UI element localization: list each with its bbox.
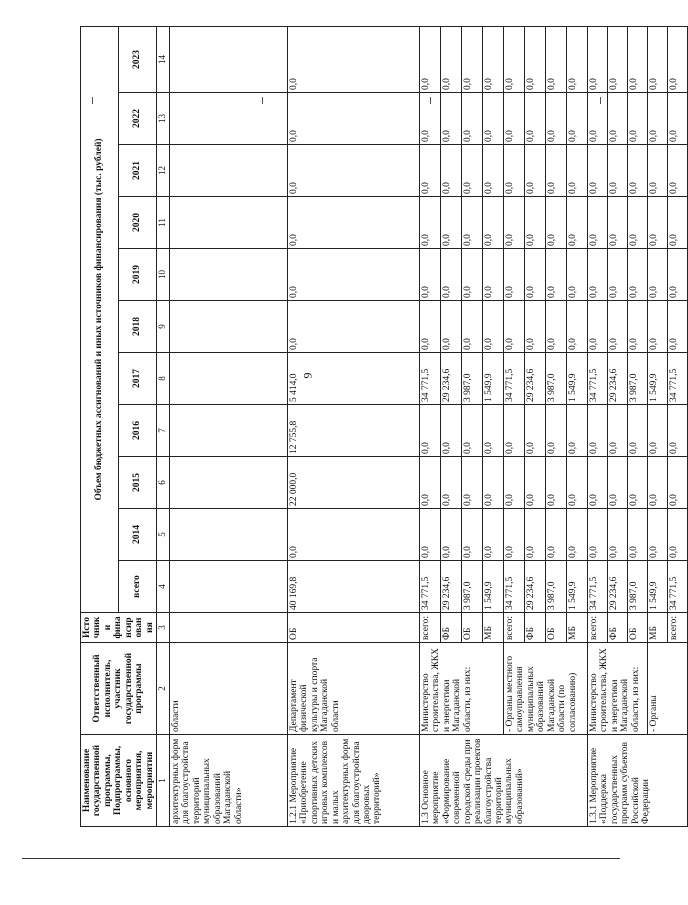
amount-cell: 1 549,9 [566, 353, 587, 405]
amount-cell: 0,0 [287, 26, 419, 92]
source-cell: ФБ [440, 613, 461, 643]
column-number: 8 [157, 353, 170, 405]
amount-cell: 0,0 [287, 93, 419, 145]
amount-cell: 0,0 [545, 26, 566, 92]
program-name-cell: 1.3 Основное мероприятие «Формирование современной городской среды при реализации проектов благоустройства территорий муниципальных образований» [419, 735, 587, 827]
amount-cell: 3 987,0 [461, 353, 482, 405]
amount-cell: 1 549,9 [482, 353, 503, 405]
year-header: 2014 [119, 509, 157, 561]
amount-cell: 0,0 [587, 93, 607, 145]
amount-cell: 0,0 [607, 249, 627, 301]
amount-cell: 3 987,0 [627, 353, 647, 405]
responsible-cell: - Органы [647, 643, 687, 735]
amount-cell: 0,0 [287, 197, 419, 249]
amount-cell: 40 169,8 [287, 561, 419, 613]
amount-cell: 29 234,6 [440, 353, 461, 405]
amount-cell: 0,0 [647, 509, 667, 561]
amount-cell: 0,0 [607, 405, 627, 457]
amount-cell: 0,0 [461, 93, 482, 145]
amount-cell: 0,0 [587, 457, 607, 509]
source-cell: МБ [482, 613, 503, 643]
amount-cell: 0,0 [482, 405, 503, 457]
amount-cell: 29 234,6 [607, 561, 627, 613]
program-name-cell: архитектурных форм для благоустройства территорий муниципальных образований Магаданской области» [169, 735, 287, 827]
amount-cell: 0,0 [566, 457, 587, 509]
program-name-cell: 1.2.1 Мероприятие «Приобретение спортивных детских игровых комплексов и малых архитектурных форм для благоустройства дворовых территорий» [287, 735, 419, 827]
year-header: 2015 [119, 457, 157, 509]
amount-cell: 0,0 [524, 301, 545, 353]
amount-cell: 0,0 [566, 197, 587, 249]
table-row [587, 26, 607, 826]
amount-cell: 0,0 [566, 93, 587, 145]
amount-cell: 0,0 [524, 509, 545, 561]
amount-cell: 0,0 [503, 301, 524, 353]
amount-cell: 3 987,0 [545, 353, 566, 405]
source-cell: всего: [419, 613, 440, 643]
amount-cell: 0,0 [482, 145, 503, 197]
program-name-cell: 1.3.1 Мероприятие «Поддержка государственных программ субъектов Российской Федерации [587, 735, 687, 827]
header-funding: Объем бюджетных ассигнований и иных источников финансирования (тыс. рублей) [81, 26, 119, 612]
amount-cell: 0,0 [647, 301, 667, 353]
amount-cell: 0,0 [647, 145, 667, 197]
table-row [647, 26, 667, 826]
amount-cell: 0,0 [566, 249, 587, 301]
table-row [503, 26, 524, 826]
amount-cell: 0,0 [607, 509, 627, 561]
amount-cell: 0,0 [627, 93, 647, 145]
amount-cell: 0,0 [524, 457, 545, 509]
responsible-cell: - Органы местного самоуправления муниципальных образований Магаданской области (по согласованию) [503, 643, 587, 735]
amount-cell: 0,0 [647, 197, 667, 249]
amount-cell: 3 987,0 [545, 561, 566, 613]
amount-cell: 0,0 [524, 197, 545, 249]
source-cell: ФБ [524, 613, 545, 643]
amount-cell: 0,0 [440, 457, 461, 509]
header-row-1 [81, 26, 119, 826]
amount-cell: 34 771,5 [503, 561, 524, 613]
amount-cell: 0,0 [419, 301, 440, 353]
column-number: 14 [157, 26, 170, 92]
amount-cell: 0,0 [566, 405, 587, 457]
amount-cell: 0,0 [647, 457, 667, 509]
amount-cell: 0,0 [587, 301, 607, 353]
amount-cell: 0,0 [587, 145, 607, 197]
source-cell: МБ [647, 613, 667, 643]
amount-cell: 0,0 [419, 509, 440, 561]
amount-cell: 0,0 [461, 301, 482, 353]
column-number: 6 [157, 457, 170, 509]
column-number: 4 [157, 561, 170, 613]
amount-cell: 0,0 [440, 26, 461, 92]
amount-cell [169, 353, 287, 405]
amount-cell [169, 509, 287, 561]
amount-cell: 29 234,6 [607, 353, 627, 405]
amount-cell: 0,0 [419, 457, 440, 509]
responsible-cell: Министерство строительства, ЖКХ и энергетики Магаданской области, из них: [419, 643, 503, 735]
amount-cell: 0,0 [461, 249, 482, 301]
amount-cell: 0,0 [607, 145, 627, 197]
amount-cell: 0,0 [545, 509, 566, 561]
year-header: 2022 [119, 93, 157, 145]
amount-cell: 0,0 [419, 405, 440, 457]
amount-cell: 5 414,0 [287, 353, 419, 405]
year-header: 2021 [119, 145, 157, 197]
rotated-table-wrapper [80, 27, 679, 827]
amount-cell: 0,0 [503, 405, 524, 457]
amount-cell: 0,0 [482, 26, 503, 92]
source-cell [169, 613, 287, 643]
amount-cell: 0,0 [461, 405, 482, 457]
amount-cell: 0,0 [566, 145, 587, 197]
amount-cell: 0,0 [545, 457, 566, 509]
amount-cell: 0,0 [440, 93, 461, 145]
year-header: 2017 [119, 353, 157, 405]
amount-cell: 0,0 [503, 249, 524, 301]
amount-cell: 0,0 [607, 26, 627, 92]
amount-cell: 0,0 [607, 301, 627, 353]
amount-cell: 0,0 [667, 26, 687, 92]
amount-cell [169, 405, 287, 457]
amount-cell: 0,0 [419, 249, 440, 301]
amount-cell: 3 987,0 [627, 561, 647, 613]
amount-cell: 0,0 [440, 405, 461, 457]
amount-cell: 0,0 [607, 93, 627, 145]
column-number: 13 [157, 93, 170, 145]
amount-cell: 1 549,9 [647, 353, 667, 405]
column-number: 10 [157, 249, 170, 301]
source-cell: ОБ [545, 613, 566, 643]
amount-cell: 0,0 [482, 457, 503, 509]
amount-cell: 0,0 [647, 249, 667, 301]
column-number: 9 [157, 301, 170, 353]
column-number: 1 [157, 735, 170, 827]
amount-cell: 34 771,5 [667, 353, 687, 405]
amount-cell: 0,0 [566, 301, 587, 353]
amount-cell: 0,0 [647, 405, 667, 457]
amount-cell [169, 249, 287, 301]
table-body [169, 26, 687, 826]
amount-cell: 29 234,6 [440, 561, 461, 613]
amount-cell: 0,0 [587, 26, 607, 92]
amount-cell [169, 197, 287, 249]
amount-cell: 0,0 [545, 197, 566, 249]
source-cell: ОБ [461, 613, 482, 643]
amount-cell: 1 549,9 [566, 561, 587, 613]
amount-cell: 0,0 [287, 301, 419, 353]
source-cell: ОБ [287, 613, 419, 643]
amount-cell: 0,0 [627, 301, 647, 353]
source-cell: всего: [667, 613, 687, 643]
column-number: 3 [157, 613, 170, 643]
amount-cell: 0,0 [461, 509, 482, 561]
amount-cell: 0,0 [461, 457, 482, 509]
amount-cell: 0,0 [667, 93, 687, 145]
column-number: 11 [157, 197, 170, 249]
year-header: 2018 [119, 301, 157, 353]
amount-cell: 12 755,8 [287, 405, 419, 457]
amount-cell [169, 561, 287, 613]
responsible-cell: Министерство строительства, ЖКХ и энергетики Магаданской области, из них: [587, 643, 647, 735]
year-header: 2016 [119, 405, 157, 457]
amount-cell: 0,0 [627, 249, 647, 301]
column-number: 7 [157, 405, 170, 457]
amount-cell: 0,0 [287, 249, 419, 301]
amount-cell: 0,0 [419, 93, 440, 145]
amount-cell [169, 145, 287, 197]
amount-cell: 0,0 [667, 249, 687, 301]
column-number: 12 [157, 145, 170, 197]
amount-cell: 0,0 [627, 509, 647, 561]
amount-cell: 0,0 [440, 509, 461, 561]
source-cell: ФБ [607, 613, 627, 643]
amount-cell: 0,0 [503, 26, 524, 92]
amount-cell: 1 549,9 [647, 561, 667, 613]
amount-cell [169, 301, 287, 353]
source-cell: всего: [503, 613, 524, 643]
amount-cell: 34 771,5 [503, 353, 524, 405]
amount-cell: 0,0 [482, 509, 503, 561]
amount-cell: 0,0 [419, 197, 440, 249]
amount-cell: 0,0 [647, 26, 667, 92]
header-source: Источники финансирования [81, 613, 157, 643]
column-number: 5 [157, 509, 170, 561]
amount-cell: 0,0 [482, 197, 503, 249]
amount-cell: 0,0 [503, 93, 524, 145]
amount-cell: 29 234,6 [524, 561, 545, 613]
amount-cell: 0,0 [440, 249, 461, 301]
amount-cell: 0,0 [440, 197, 461, 249]
amount-cell: 0,0 [287, 509, 419, 561]
amount-cell: 0,0 [587, 249, 607, 301]
amount-cell: 0,0 [545, 93, 566, 145]
amount-cell: 0,0 [627, 145, 647, 197]
amount-cell: 0,0 [667, 457, 687, 509]
amount-cell: 0,0 [461, 26, 482, 92]
year-header: 2020 [119, 197, 157, 249]
amount-cell: 0,0 [440, 145, 461, 197]
amount-cell: 34 771,5 [419, 561, 440, 613]
amount-cell: 0,0 [667, 197, 687, 249]
amount-cell: 0,0 [524, 249, 545, 301]
amount-cell: 0,0 [587, 405, 607, 457]
year-header: 2023 [119, 26, 157, 92]
amount-cell: 0,0 [667, 301, 687, 353]
amount-cell: 0,0 [524, 405, 545, 457]
source-cell: ОБ [627, 613, 647, 643]
amount-cell: 0,0 [607, 457, 627, 509]
amount-cell: 0,0 [667, 405, 687, 457]
amount-cell: 0,0 [647, 93, 667, 145]
amount-cell: 34 771,5 [587, 561, 607, 613]
responsible-cell: Департамент физической культуры и спорта Магаданской области [287, 643, 419, 735]
header-name: Наименование государственной программы, Подпрограммы, основного мероприятия, мероприятия [81, 735, 157, 827]
amount-cell [169, 93, 287, 145]
table-row [169, 26, 287, 826]
header-responsible: Ответственный исполнитель, участник государственной программы [81, 643, 157, 735]
amount-cell: 0,0 [419, 145, 440, 197]
amount-cell: 0,0 [503, 457, 524, 509]
amount-cell: 0,0 [482, 301, 503, 353]
page-rule [22, 858, 620, 859]
amount-cell: 0,0 [545, 249, 566, 301]
amount-cell: 0,0 [545, 405, 566, 457]
year-header: 2019 [119, 249, 157, 301]
funding-table [80, 26, 688, 827]
amount-cell: 0,0 [461, 197, 482, 249]
column-number: 2 [157, 643, 170, 735]
responsible-cell: области [169, 643, 287, 735]
amount-cell [169, 457, 287, 509]
amount-cell: 34 771,5 [419, 353, 440, 405]
source-cell: всего: [587, 613, 607, 643]
amount-cell: 0,0 [607, 197, 627, 249]
amount-cell: 0,0 [566, 509, 587, 561]
amount-cell: 22 000,0 [287, 457, 419, 509]
amount-cell: 0,0 [566, 26, 587, 92]
amount-cell: 0,0 [545, 145, 566, 197]
amount-cell: 3 987,0 [461, 561, 482, 613]
column-number-row [157, 26, 170, 826]
amount-cell [169, 26, 287, 92]
amount-cell: 1 549,9 [482, 561, 503, 613]
amount-cell: 0,0 [461, 145, 482, 197]
table-row [287, 26, 419, 826]
amount-cell: 0,0 [524, 93, 545, 145]
amount-cell: 0,0 [667, 509, 687, 561]
amount-cell: 0,0 [587, 509, 607, 561]
amount-cell: 0,0 [482, 249, 503, 301]
source-cell: МБ [566, 613, 587, 643]
amount-cell: 0,0 [627, 457, 647, 509]
page-number: 9 [300, 372, 315, 379]
amount-cell: 0,0 [524, 145, 545, 197]
table-row [419, 26, 440, 826]
amount-cell: 0,0 [667, 145, 687, 197]
amount-cell: 0,0 [503, 145, 524, 197]
amount-cell: 0,0 [419, 26, 440, 92]
amount-cell: 29 234,6 [524, 353, 545, 405]
amount-cell: 0,0 [287, 145, 419, 197]
amount-cell: 0,0 [627, 26, 647, 92]
amount-cell: 0,0 [627, 197, 647, 249]
amount-cell: 0,0 [627, 405, 647, 457]
amount-cell: 0,0 [545, 301, 566, 353]
amount-cell: 34 771,5 [667, 561, 687, 613]
amount-cell: 34 771,5 [587, 353, 607, 405]
year-header: всего [119, 561, 157, 613]
amount-cell: 0,0 [482, 93, 503, 145]
amount-cell: 0,0 [440, 301, 461, 353]
amount-cell: 0,0 [524, 26, 545, 92]
amount-cell: 0,0 [503, 509, 524, 561]
amount-cell: 0,0 [587, 197, 607, 249]
amount-cell: 0,0 [503, 197, 524, 249]
